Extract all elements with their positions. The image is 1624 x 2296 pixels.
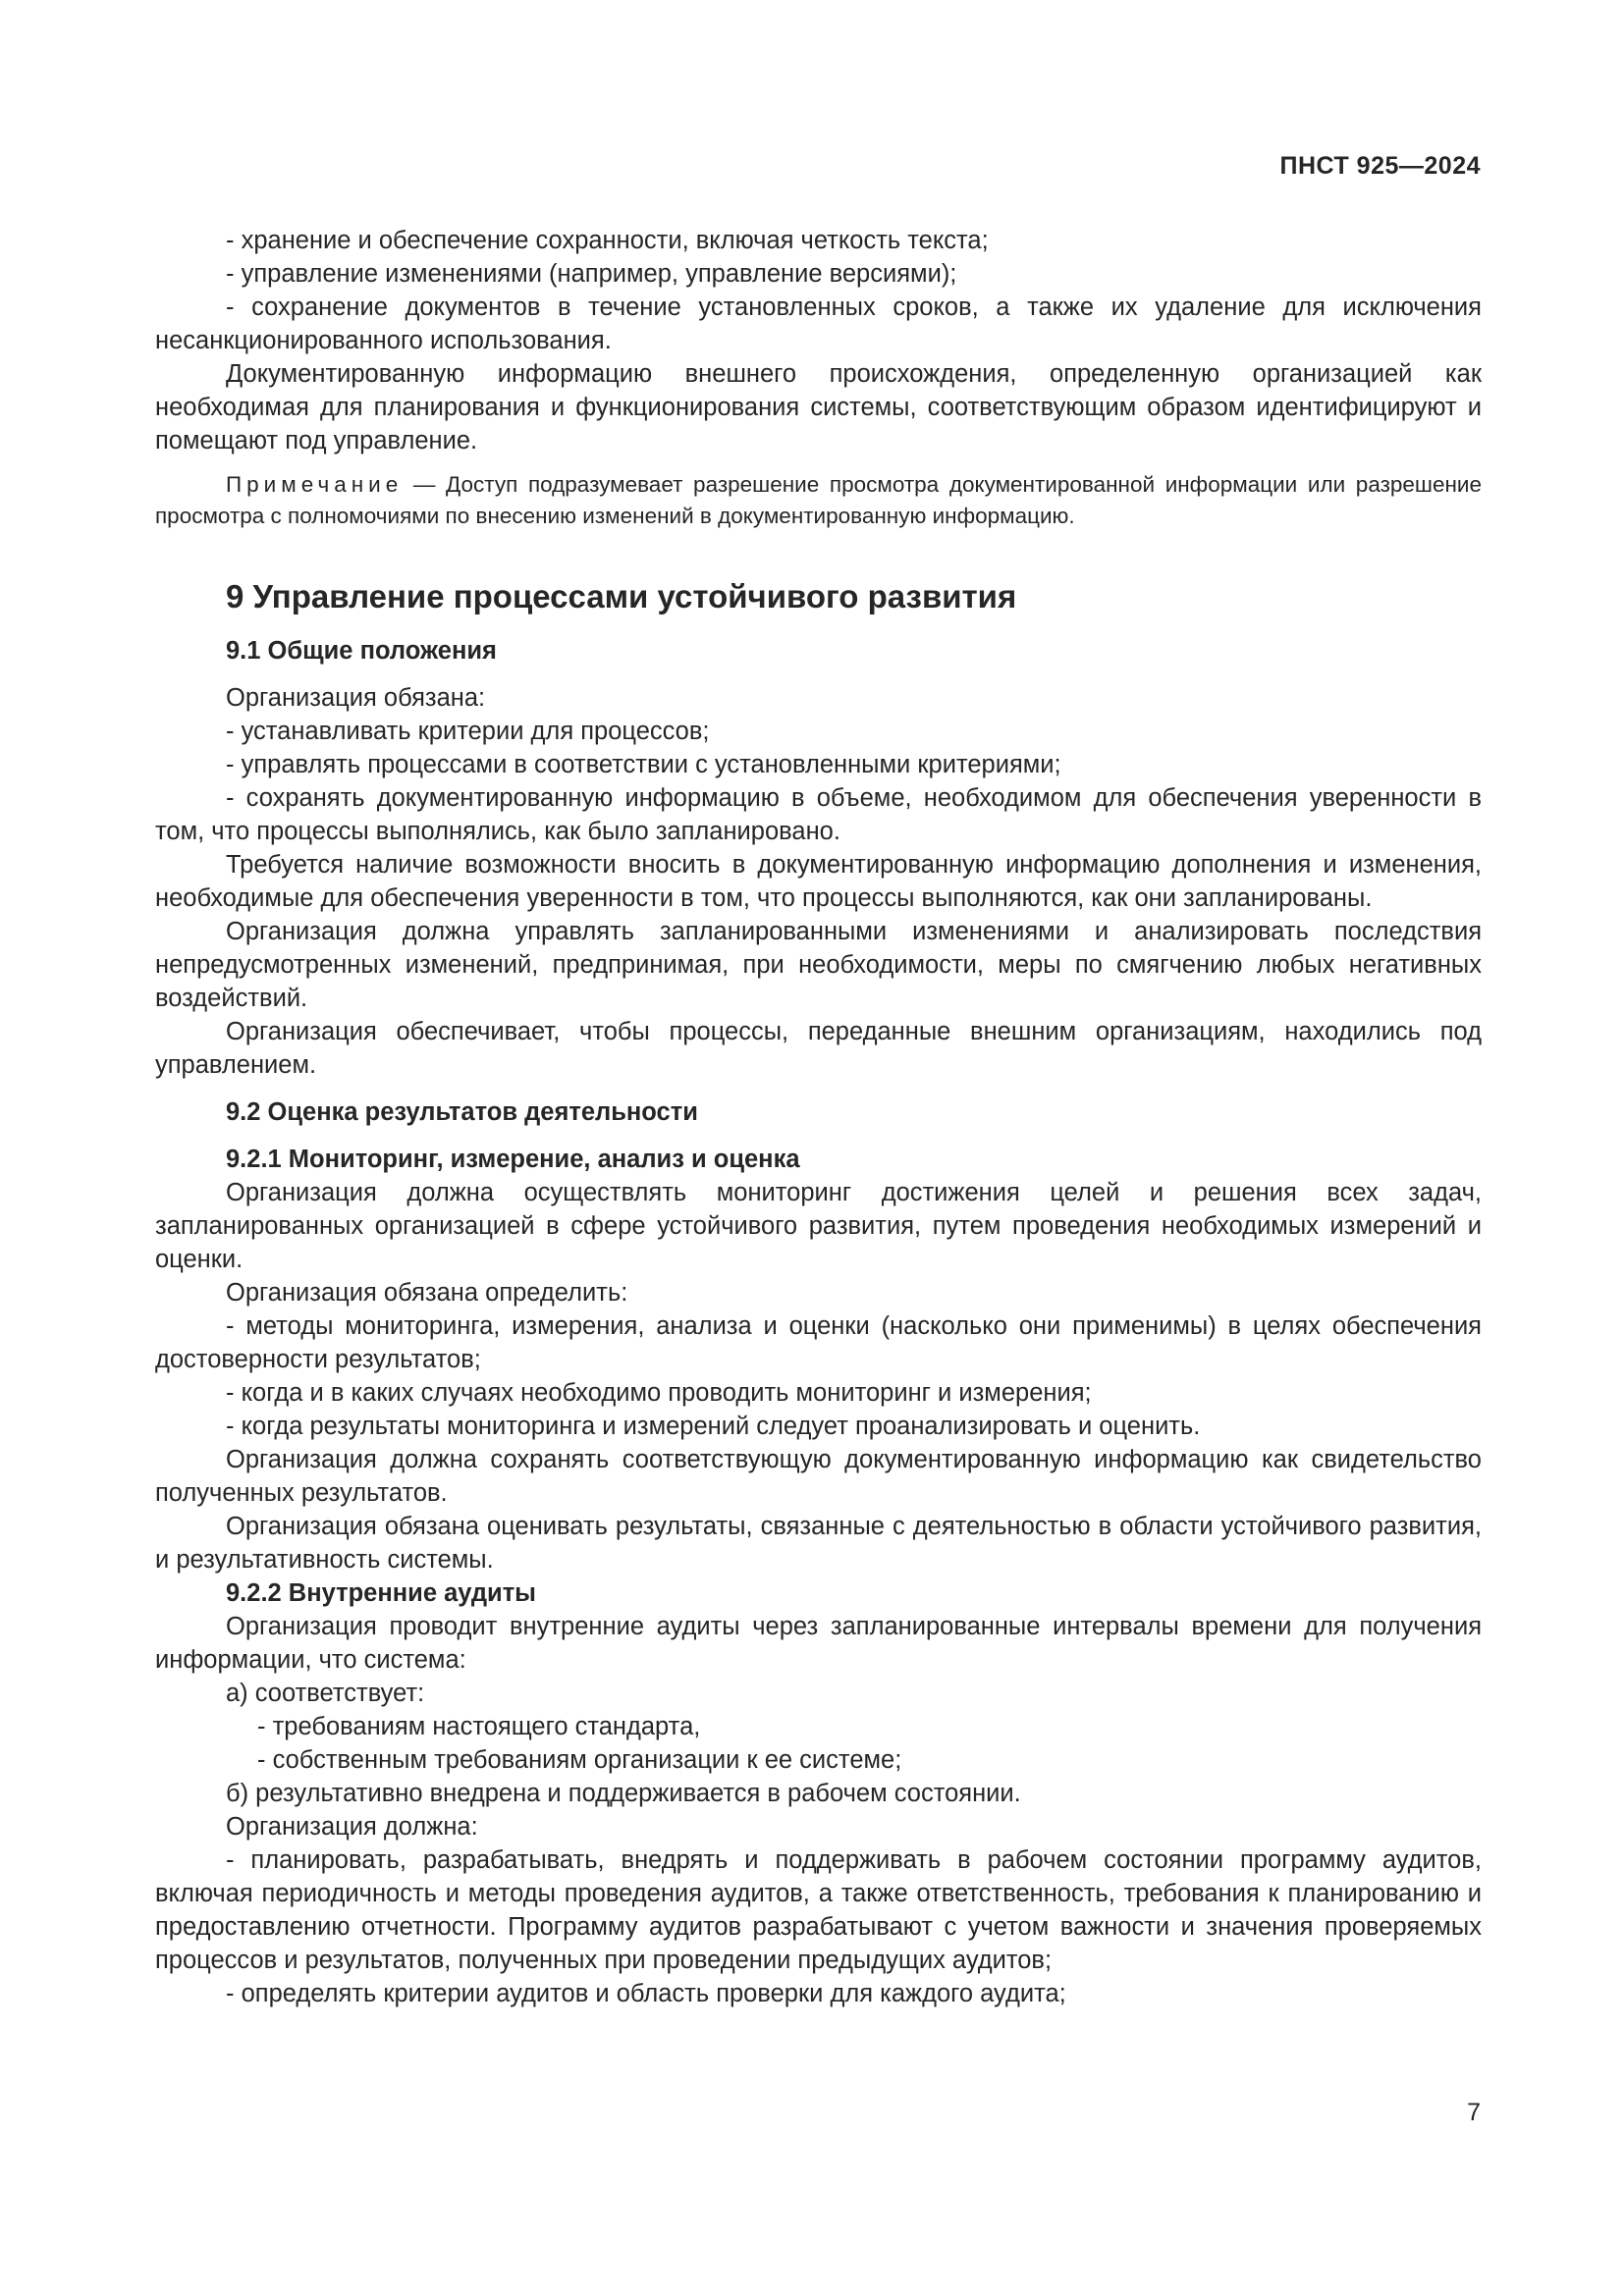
- paragraph: - сохранять документированную информацию в объеме, необходимом для обеспечения уверенности в том, что процессы выполнялись, как было запланировано.: [155, 784, 1482, 845]
- paragraph: Организация должна управлять запланированными изменениями и анализировать последствия непредусмотренных изменений, предпринимая, при необходимости, меры по смягчению любых негативных воздействий.: [155, 918, 1482, 1012]
- note: [155, 469, 1482, 532]
- paragraph: - управлять процессами в соответствии с установленными критериями;: [226, 751, 1061, 778]
- paragraph: Организация обеспечивает, чтобы процессы, переданные внешним организациям, находились под управлением.: [155, 1018, 1482, 1079]
- note-label: Примечание: [226, 472, 404, 497]
- page-number: 7: [1467, 2099, 1481, 2126]
- list-item: - требованиям настоящего стандарта,: [257, 1713, 701, 1740]
- paragraph: - управление изменениями (например, управление версиями);: [226, 260, 957, 288]
- paragraph: - когда результаты мониторинга и измерений следует проанализировать и оценить.: [226, 1413, 1201, 1440]
- page-body: [155, 224, 1482, 2010]
- paragraph: Документированную информацию внешнего происхождения, определенную организацией как необходимая для планирования и функционирования системы, соответствующим образом идентифицируют и помещают под управление.: [155, 360, 1482, 454]
- paragraph: - устанавливать критерии для процессов;: [226, 718, 710, 745]
- paragraph: Организация обязана оценивать результаты, связанные с деятельностью в области устойчивого развития, и результативность системы.: [155, 1513, 1482, 1574]
- section-heading: 9 Управление процессами устойчивого развития: [226, 578, 1017, 614]
- list-item: б) результативно внедрена и поддерживается в рабочем состоянии.: [226, 1780, 1021, 1807]
- paragraph: - когда и в каких случаях необходимо проводить мониторинг и измерения;: [226, 1379, 1092, 1407]
- paragraph: Организация обязана:: [226, 684, 486, 712]
- paragraph: Организация должна осуществлять мониторинг достижения целей и решения всех задач, запланированных организацией в сфере устойчивого развития, путем проведения необходимых измерений и оценки.: [155, 1179, 1482, 1273]
- paragraph: Организация должна сохранять соответствующую документированную информацию как свидетельство полученных результатов.: [155, 1446, 1482, 1507]
- paragraph: - хранение и обеспечение сохранности, включая четкость текста;: [226, 227, 989, 254]
- note-text: — Доступ подразумевает разрешение просмотра документированной информации или разрешение просмотра с полномочиями по внесению изменений в документированную информацию.: [155, 472, 1482, 528]
- paragraph: - методы мониторинга, измерения, анализа и оценки (насколько они применимы) в целях обеспечения достоверности результатов;: [155, 1312, 1482, 1373]
- document-code: ПНСТ 925—2024: [1279, 152, 1481, 180]
- list-item: - собственным требованиям организации к ее системе;: [257, 1746, 902, 1774]
- paragraph: Организация должна:: [226, 1813, 478, 1841]
- paragraph: - определять критерии аудитов и область проверки для каждого аудита;: [226, 1980, 1066, 2007]
- subsection-heading: 9.1 Общие положения: [226, 637, 497, 665]
- clause-heading: 9.2.1 Мониторинг, измерение, анализ и оценка: [226, 1146, 800, 1173]
- paragraph: Организация обязана определить:: [226, 1279, 628, 1307]
- paragraph: Требуется наличие возможности вносить в документированную информацию дополнения и изменения, необходимые для обеспечения уверенности в том, что процессы выполняются, как они запланированы.: [155, 851, 1482, 912]
- list-item: а) соответствует:: [226, 1680, 425, 1707]
- paragraph: Организация проводит внутренние аудиты через запланированные интервалы времени для получения информации, что система:: [155, 1613, 1482, 1674]
- paragraph: - сохранение документов в течение установленных сроков, а также их удаление для исключения несанкционированного использования.: [155, 294, 1482, 354]
- subsection-heading: 9.2 Оценка результатов деятельности: [226, 1098, 698, 1126]
- clause-heading: 9.2.2 Внутренние аудиты: [226, 1579, 536, 1607]
- paragraph: - планировать, разрабатывать, внедрять и поддерживать в рабочем состоянии программу аудитов, включая периодичность и методы проведения аудитов, а также ответственность, требования к планированию и предоставлению отчетности. Программу аудитов разрабатывают с учетом важности и значения проверяемых процессов и результатов, полученных при проведении предыдущих аудитов;: [155, 1846, 1482, 1974]
